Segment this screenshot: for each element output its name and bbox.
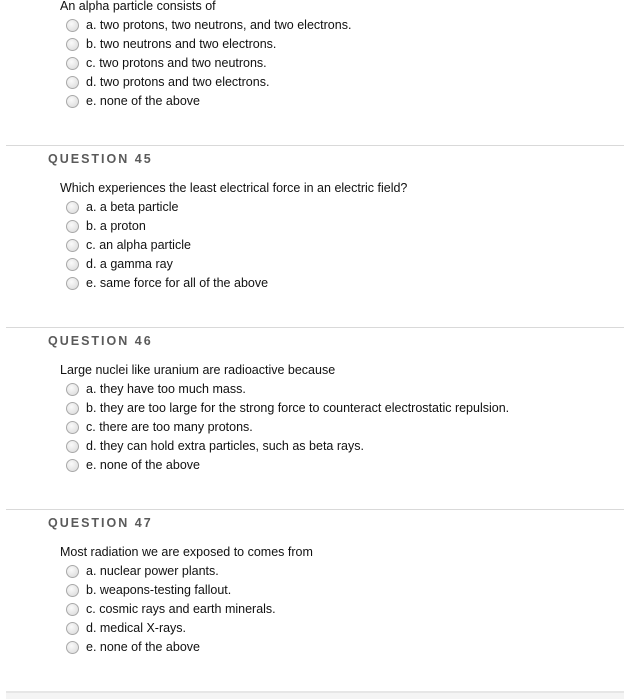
question-text: An alpha particle consists of [60,0,216,13]
answer-option[interactable] [66,16,624,35]
answer-option[interactable] [66,619,624,638]
radio-button[interactable] [66,421,79,434]
radio-button[interactable] [66,258,79,271]
radio-button[interactable] [66,603,79,616]
answer-label: c. an alpha particle [86,238,191,252]
answer-option[interactable] [66,236,624,255]
question-text: Which experiences the least electrical force in an electric field? [60,181,408,195]
question-text: Most radiation we are exposed to comes from [60,545,313,559]
divider [6,691,624,699]
question-block [6,0,624,145]
radio-button[interactable] [66,277,79,290]
radio-button[interactable] [66,622,79,635]
answer-label: e. same force for all of the above [86,276,269,290]
answer-option[interactable] [66,380,624,399]
radio-button[interactable] [66,565,79,578]
answer-label: a. nuclear power plants. [86,564,219,578]
radio-button[interactable] [66,201,79,214]
answer-option[interactable] [66,437,624,456]
answer-label: c. cosmic rays and earth minerals. [86,602,276,616]
answer-option[interactable] [66,255,624,274]
question-heading: QUESTION 47 [48,516,153,530]
question-block [6,327,624,509]
answer-label: e. none of the above [86,640,200,654]
radio-button[interactable] [66,440,79,453]
answer-label: b. two neutrons and two electrons. [86,37,277,51]
answer-label: b. weapons-testing fallout. [86,583,232,597]
radio-button[interactable] [66,76,79,89]
answer-label: a. they have too much mass. [86,382,246,396]
radio-button[interactable] [66,402,79,415]
answer-label: a. a beta particle [86,200,179,214]
radio-button[interactable] [66,584,79,597]
answer-label: e. none of the above [86,458,200,472]
answer-option[interactable] [66,456,624,475]
question-text: Large nuclei like uranium are radioactive because [60,363,336,377]
answer-option[interactable] [66,198,624,217]
radio-button[interactable] [66,641,79,654]
answer-option[interactable] [66,274,624,293]
answer-label: b. they are too large for the strong force to counteract electrostatic repulsion. [86,401,510,415]
radio-button[interactable] [66,95,79,108]
answer-label: c. there are too many protons. [86,420,253,434]
radio-button[interactable] [66,38,79,51]
question-heading: QUESTION 45 [48,152,153,166]
question-block [6,145,624,327]
answer-label: c. two protons and two neutrons. [86,56,267,70]
radio-button[interactable] [66,220,79,233]
radio-button[interactable] [66,383,79,396]
answer-label: d. they can hold extra particles, such as beta rays. [86,439,364,453]
answer-label: d. medical X-rays. [86,621,187,635]
answer-label: d. two protons and two electrons. [86,75,270,89]
answer-option[interactable] [66,73,624,92]
answer-option[interactable] [66,92,624,111]
answer-label: a. two protons, two neutrons, and two electrons. [86,18,352,32]
answer-option[interactable] [66,399,624,418]
question-heading: QUESTION 46 [48,334,153,348]
answer-option[interactable] [66,35,624,54]
answer-label: b. a proton [86,219,146,233]
answer-option[interactable] [66,217,624,236]
radio-button[interactable] [66,459,79,472]
answer-option[interactable] [66,418,624,437]
radio-button[interactable] [66,57,79,70]
answer-option[interactable] [66,638,624,657]
answer-option[interactable] [66,581,624,600]
answer-label: e. none of the above [86,94,200,108]
radio-button[interactable] [66,239,79,252]
question-block [6,509,624,691]
answer-option[interactable] [66,54,624,73]
answer-option[interactable] [66,562,624,581]
answer-option[interactable] [66,600,624,619]
answer-label: d. a gamma ray [86,257,173,271]
radio-button[interactable] [66,19,79,32]
